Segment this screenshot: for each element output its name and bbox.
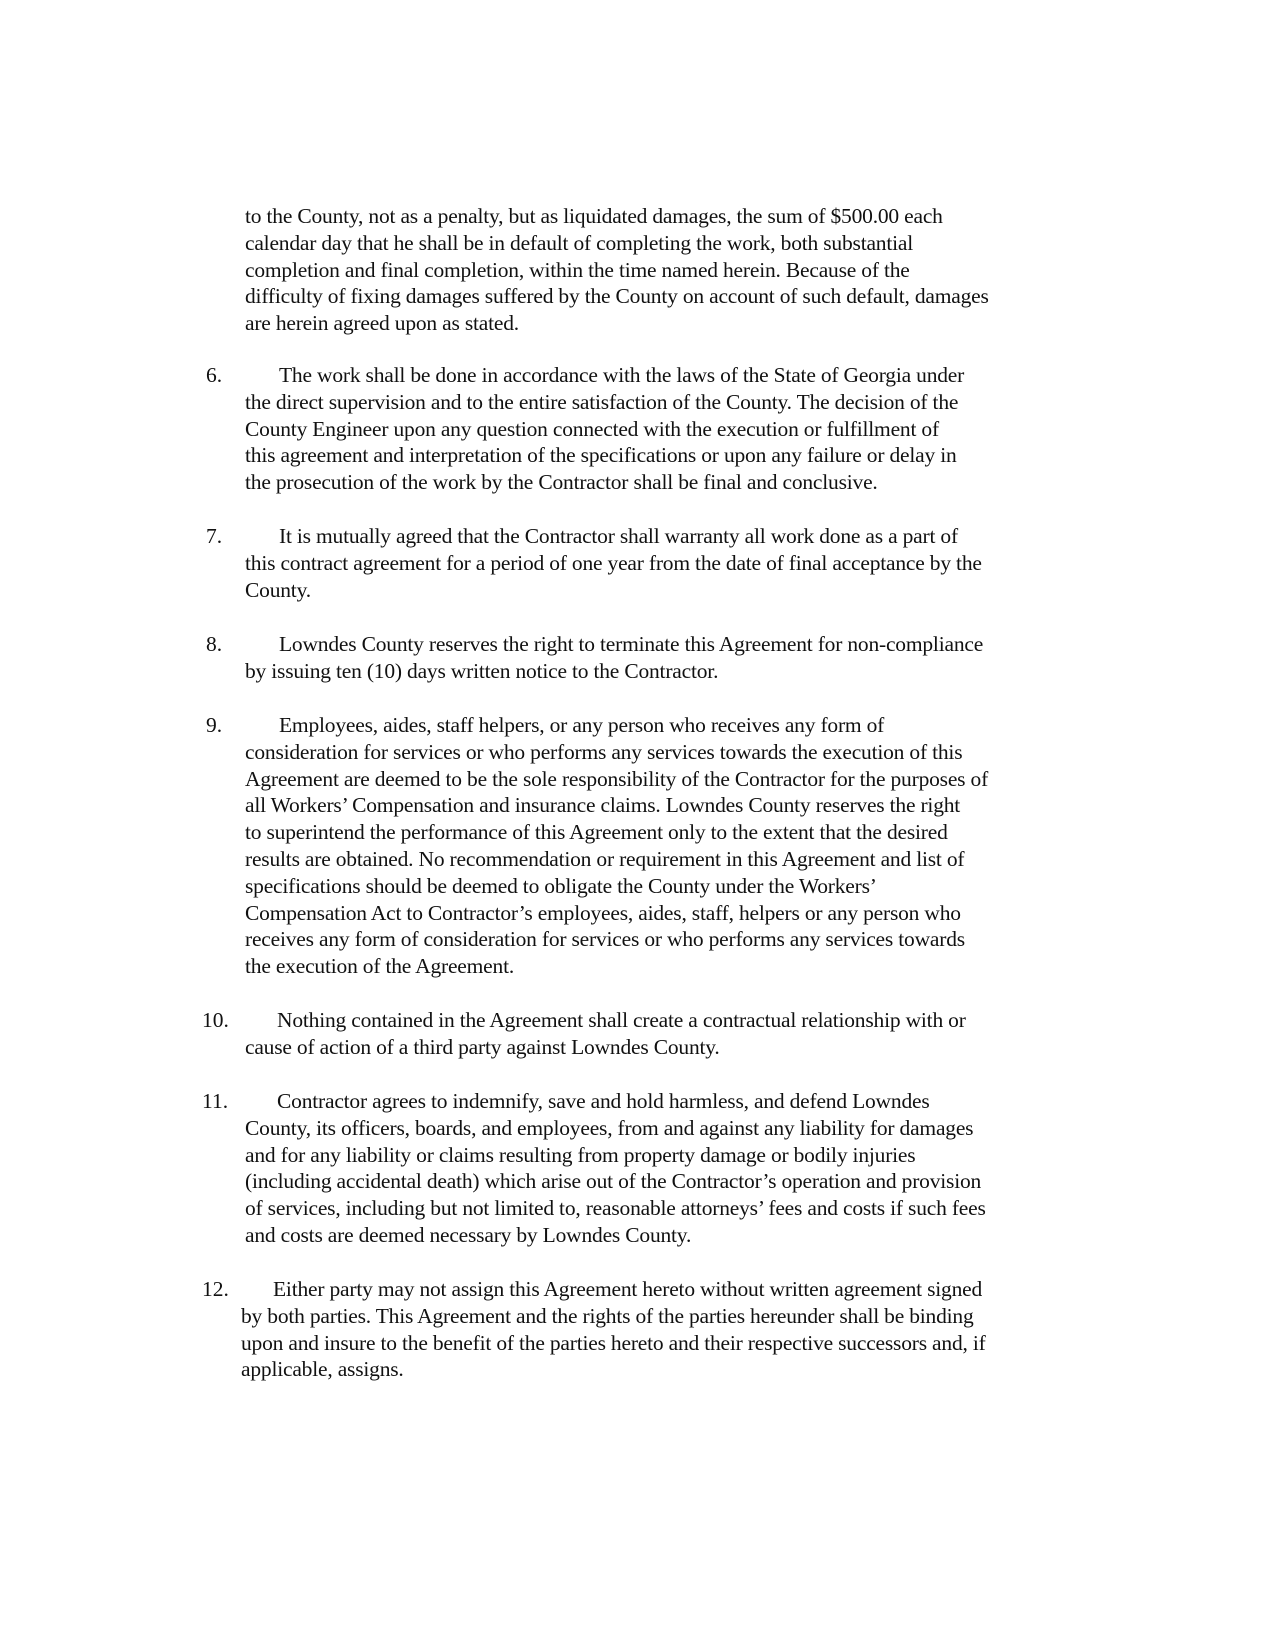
clause-7-paragraph [245,523,1065,603]
text-line: Lowndes County reserves the right to terminate this Agreement for non-compliance [279,632,984,656]
text-line: the execution of the Agreement. [245,954,515,979]
text-line: (including accidental death) which arise out of the Contractor’s operation and provision [245,1169,982,1194]
clause-11-paragraph [245,1088,1065,1249]
text-line: the prosecution of the work by the Contractor shall be final and conclusive. [245,470,878,495]
clause-number: 11. [202,1089,229,1113]
text-line: Agreement are deemed to be the sole responsibility of the Contractor for the purposes of [245,766,989,791]
clause-8-paragraph [245,631,1065,685]
text-line: consideration for services or who performs any services towards the execution of this [245,739,963,764]
liquidated-damages-paragraph [245,203,1065,337]
text-line: this contract agreement for a period of one year from the date of final acceptance by the [245,550,982,575]
clause-number: 6. [206,363,223,387]
text-line: this agreement and interpretation of the specifications or upon any failure or delay in [245,443,957,468]
text-line: the direct supervision and to the entire satisfaction of the County. The decision of the [245,389,959,414]
clause-number: 10. [202,1008,229,1032]
text-line: applicable, assigns. [241,1357,404,1382]
clause-number: 7. [206,524,223,548]
text-line: completion and final completion, within the time named herein. Because of the [245,257,910,282]
clause-6-paragraph [245,362,1065,496]
clause-12-paragraph [241,1276,1061,1383]
text-line: Nothing contained in the Agreement shall create a contractual relationship with or [277,1008,966,1032]
text-line: specifications should be deemed to obligate the County under the Workers’ [245,873,877,898]
clause-number: 9. [206,713,223,737]
text-line: County, its officers, boards, and employees, from and against any liability for damages [245,1115,974,1140]
text-line: upon and insure to the benefit of the parties hereto and their respective successors and, if [241,1330,986,1355]
clause-10-paragraph [245,1007,1065,1061]
text-line: The work shall be done in accordance with the laws of the State of Georgia under [279,363,965,387]
text-line: receives any form of consideration for services or who performs any services towards [245,927,965,952]
text-line: cause of action of a third party against Lowndes County. [245,1034,720,1059]
clause-number: 8. [206,632,223,656]
text-line: County Engineer upon any question connected with the execution or fulfillment of [245,416,939,441]
text-line: by issuing ten (10) days written notice to the Contractor. [245,658,719,683]
text-line: It is mutually agreed that the Contractor shall warranty all work done as a part of [279,524,958,548]
text-line: and costs are deemed necessary by Lowndes County. [245,1222,692,1247]
text-line: difficulty of fixing damages suffered by the County on account of such default, damages [245,284,989,309]
clause-9-paragraph [245,712,1065,980]
text-line: Contractor agrees to indemnify, save and hold harmless, and defend Lowndes [277,1089,930,1113]
text-line: results are obtained. No recommendation or requirement in this Agreement and list of [245,846,965,871]
text-line: Either party may not assign this Agreement hereto without written agreement signed [273,1277,983,1301]
text-line: Employees, aides, staff helpers, or any person who receives any form of [279,713,885,737]
text-line: to the County, not as a penalty, but as liquidated damages, the sum of $500.00 each [245,204,943,228]
text-line: are herein agreed upon as stated. [245,311,519,336]
text-line: to superintend the performance of this Agreement only to the extent that the desired [245,820,948,845]
text-line: of services, including but not limited to, reasonable attorneys’ fees and costs if such fees [245,1196,986,1221]
text-line: by both parties. This Agreement and the rights of the parties hereunder shall be binding [241,1303,974,1328]
text-line: all Workers’ Compensation and insurance claims. Lowndes County reserves the right [245,793,961,818]
text-line: calendar day that he shall be in default of completing the work, both substantial [245,230,914,255]
clause-number: 12. [202,1277,229,1301]
text-line: County. [245,577,311,602]
text-line: Compensation Act to Contractor’s employees, aides, staff, helpers or any person who [245,900,961,925]
text-line: and for any liability or claims resulting from property damage or bodily injuries [245,1142,916,1167]
